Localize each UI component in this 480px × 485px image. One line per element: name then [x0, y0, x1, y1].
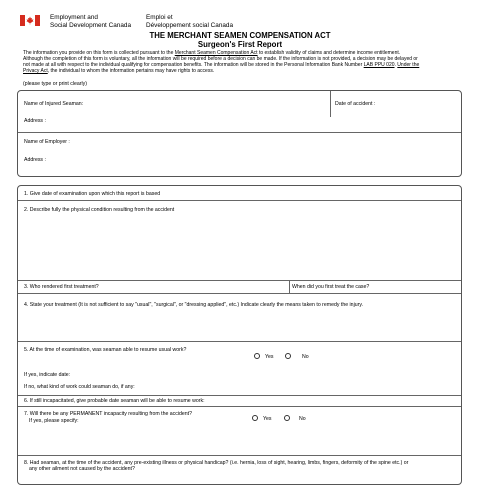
- q8-label[interactable]: 8. Had seaman, at the time of the accident, any pre-existing illness or physical handicap? (i.e. hernia, loss of sight, hearing, limbs, fingers, deformity of the spine etc.) or: [24, 460, 409, 466]
- department-name-en: Employment and Social Development Canada: [50, 14, 131, 29]
- employer-field[interactable]: Name of Employer :: [24, 139, 70, 145]
- seaman-address-field[interactable]: Address :: [24, 118, 46, 124]
- instruction: (please type or print clearly): [23, 81, 88, 87]
- form-title: THE MERCHANT SEAMEN COMPENSATION ACT: [149, 31, 331, 40]
- q4-label[interactable]: 4. State your treatment (It is not sufficient to say "usual", "surgical", or "dressing applied", etc.) Indicate clearly the means taken to remedy the injury.: [24, 302, 363, 308]
- q7-yes-radio[interactable]: [252, 415, 258, 421]
- q2-label[interactable]: 2. Describe fully the physical condition resulting from the accident: [24, 207, 175, 213]
- q1-label[interactable]: 1. Give date of examination upon which this report is based: [24, 191, 161, 197]
- q7-yes-label: Yes: [263, 416, 272, 422]
- date-of-accident-field[interactable]: Date of accident :: [335, 101, 376, 107]
- canada-flag-icon: [20, 15, 40, 26]
- privacy-act-link[interactable]: Privacy Act: [23, 68, 48, 75]
- q5-date-label[interactable]: If yes, indicate date:: [24, 372, 71, 378]
- q7-specify-label[interactable]: If yes, please specify:: [29, 418, 79, 424]
- msca-link[interactable]: Merchant Seamen Compensation Act: [174, 50, 258, 56]
- q3-label[interactable]: 3. Who rendered first treatment?: [24, 284, 99, 290]
- q5-no-radio[interactable]: [285, 353, 291, 359]
- q5-no-label: No: [302, 354, 309, 360]
- q5-label: 5. At the time of examination, was seaman able to resume usual work?: [24, 347, 187, 353]
- q7-label: 7. Will there be any PERMANENT incapacity resulting from the accident?: [24, 411, 192, 417]
- under-the-link[interactable]: Under the: [397, 62, 420, 69]
- bank-number-link[interactable]: LAB PPU 020: [363, 62, 395, 69]
- q3-first-treat-label[interactable]: When did you first treat the case?: [292, 284, 370, 290]
- department-name-fr: Emploi et Développement social Canada: [146, 14, 234, 29]
- q5-work-label[interactable]: If no, what kind of work could seaman do, if any:: [24, 384, 135, 390]
- form-subtitle: Surgeon's First Report: [197, 40, 283, 49]
- q5-yes-label: Yes: [265, 354, 274, 360]
- q8-label-cont: any other ailment not caused by the accident?: [29, 466, 135, 472]
- q5-yes-radio[interactable]: [254, 353, 260, 359]
- q7-no-label: No: [299, 416, 306, 422]
- injured-seaman-field[interactable]: Name of Injured Seaman:: [24, 101, 84, 107]
- employer-address-field[interactable]: Address :: [24, 157, 46, 163]
- q7-no-radio[interactable]: [284, 415, 290, 421]
- privacy-notice: The information you provide on this form is collected pursuant to the Merchant Seamen Compensation Act to establish validity of claims and determine income entitlement. Although the completion of this form is voluntary, all the information will be required before a decision can be made. If the information is not provided, a decision may be delayed or not made at all with respect to the individual qualifying for compensation benefits. The information will be stored in the Personal Information Bank Number LAB PPU 020. Under the Privacy Act, the individual to whom the information pertains may have rights to access.: [23, 50, 420, 75]
- identification-section: [17, 90, 462, 177]
- q6-label[interactable]: 6. If still incapacitated, give probable date seaman will be able to resume work:: [24, 398, 205, 404]
- questions-section: [17, 185, 462, 485]
